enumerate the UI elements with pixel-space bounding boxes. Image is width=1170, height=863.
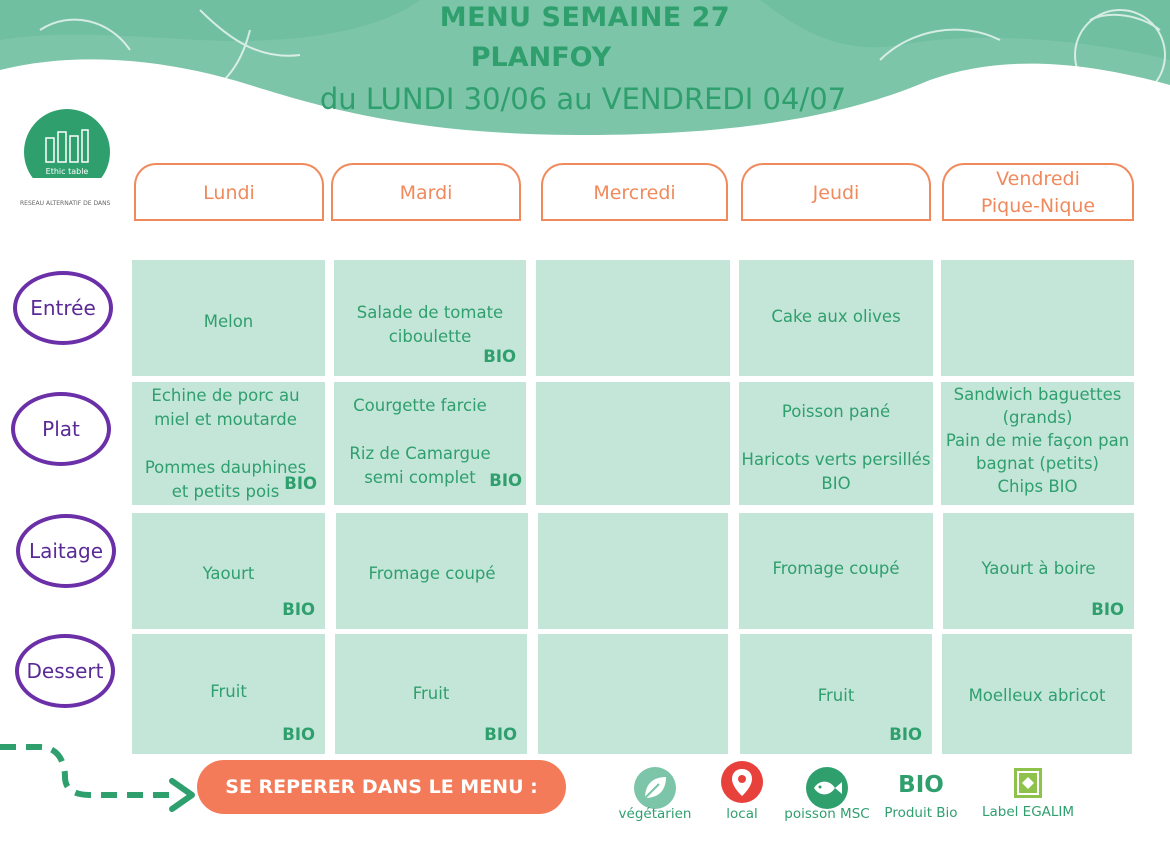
legend-local <box>720 760 764 822</box>
dish-text: Fromage coupé <box>772 559 900 578</box>
day-label: Mercredi <box>593 182 676 204</box>
legend-label: Label EGALIM <box>981 804 1075 820</box>
dish-text: Echine de porc au miel et moutarde Pommes dauphines et petits pois <box>144 386 307 501</box>
leaf-icon <box>633 766 677 810</box>
cell-laitage-monday <box>132 513 325 629</box>
row-label-plat: Plat <box>11 392 111 466</box>
bio-tag: BIO <box>284 474 317 493</box>
dish-text: Melon <box>203 312 254 331</box>
cell-laitage-tuesday <box>336 513 528 629</box>
dish-text: Fromage coupé <box>368 564 496 583</box>
dish-text: Yaourt à boire <box>981 559 1096 578</box>
logo-subtitle: RESEAU ALTERNATIF DE DANS <box>20 200 111 207</box>
dashed-arrow-icon <box>0 735 210 815</box>
cell-plat-friday <box>941 382 1134 505</box>
dish-text: Sandwich baguettes (grands) Pain de mie façon pan bagnat (petits) Chips BIO <box>945 385 1130 496</box>
legend-vegetarian <box>618 766 692 822</box>
day-header-monday <box>134 163 324 221</box>
dish-text: Fruit <box>817 686 855 705</box>
dish-text: Poisson pané Haricots verts persillés BIO <box>741 402 931 493</box>
cell-laitage-wednesday <box>538 513 728 629</box>
ethic-table-logo <box>22 108 112 178</box>
dish-text: Cake aux olives <box>771 307 901 326</box>
cell-dessert-friday <box>942 634 1132 754</box>
day-header-wednesday <box>541 163 728 221</box>
day-header-friday <box>942 163 1134 221</box>
row-label-entree: Entrée <box>13 271 113 345</box>
egalim-label-icon <box>1014 768 1042 798</box>
bio-tag: BIO <box>484 725 517 744</box>
cell-entree-monday <box>132 260 325 376</box>
day-header-thursday <box>741 163 931 221</box>
cell-plat-wednesday <box>536 382 730 505</box>
bio-tag: BIO <box>483 347 516 366</box>
location-pin-icon <box>720 760 764 804</box>
bio-tag: BIO <box>282 600 315 619</box>
cell-laitage-friday <box>943 513 1134 629</box>
row-label-dessert: Dessert <box>15 634 115 708</box>
legend-fish <box>784 766 870 822</box>
day-header-tuesday <box>331 163 521 221</box>
logo-text: Ethic table <box>45 167 89 176</box>
cell-laitage-thursday <box>739 513 933 629</box>
dish-text: Yaourt <box>202 564 255 583</box>
cell-dessert-tuesday <box>335 634 527 754</box>
bio-tag: BIO <box>1091 600 1124 619</box>
legend-egalim <box>981 768 1075 820</box>
menu-title: MENU SEMAINE 27 <box>439 2 731 33</box>
cell-entree-wednesday <box>536 260 730 376</box>
cell-entree-thursday <box>739 260 933 376</box>
legend-label: Produit Bio <box>884 805 958 821</box>
dish-text: Fruit <box>412 684 450 703</box>
day-label: Mardi <box>399 182 453 204</box>
legend-label: local <box>726 806 758 822</box>
cell-plat-monday <box>132 382 325 505</box>
day-label: Vendredi Pique-Nique <box>980 168 1096 217</box>
menu-dates: du LUNDI 30/06 au VENDREDI 04/07 <box>319 82 847 116</box>
menu-location: PLANFOY <box>470 42 612 73</box>
day-label: Jeudi <box>812 182 860 204</box>
cell-plat-thursday <box>739 382 933 505</box>
cell-entree-tuesday <box>334 260 526 376</box>
legend-label: végétarien <box>618 806 692 822</box>
legend-bio <box>884 772 958 821</box>
bio-tag: BIO <box>282 725 315 744</box>
row-label-laitage: Laitage <box>16 514 116 588</box>
dish-text: Courgette farcie Riz de Camargue semi complet <box>349 396 491 487</box>
bio-tag: BIO <box>889 725 922 744</box>
fish-icon <box>805 766 849 810</box>
bio-tag: BIO <box>489 471 522 490</box>
cell-dessert-wednesday <box>538 634 728 754</box>
cell-plat-tuesday <box>334 382 526 505</box>
bio-text-icon: BIO <box>898 772 944 798</box>
dish-text: Moelleux abricot <box>968 686 1106 705</box>
cell-entree-friday <box>941 260 1134 376</box>
dish-text: Fruit <box>210 682 247 701</box>
cell-dessert-thursday <box>740 634 932 754</box>
legend-label: poisson MSC <box>784 806 870 822</box>
legend-cta-banner: SE REPERER DANS LE MENU : <box>197 760 566 814</box>
dish-text: Salade de tomate ciboulette <box>356 303 504 346</box>
day-label: Lundi <box>203 182 255 204</box>
